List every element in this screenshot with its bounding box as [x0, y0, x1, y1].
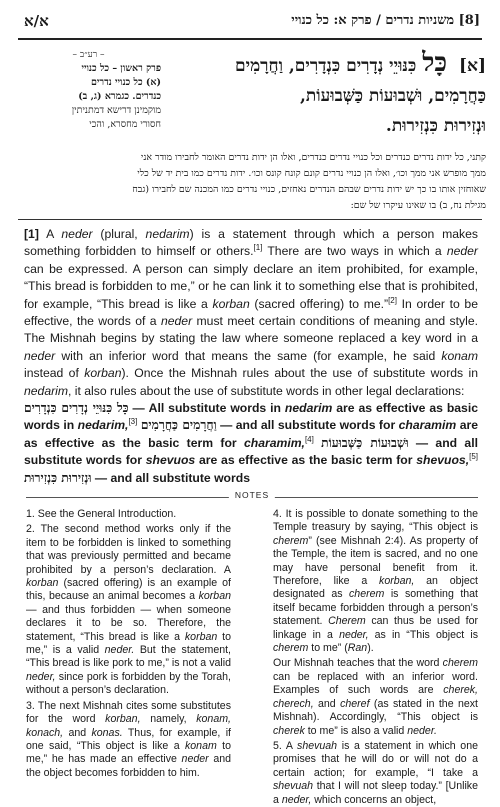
footnote-ref[interactable]: [4]: [304, 434, 314, 444]
term: neder.: [104, 644, 135, 657]
note-3: [26, 700, 231, 780]
running-title: [8] משניות נדרים / פרק א: כל כנויי: [291, 13, 480, 28]
footnote-ref[interactable]: [2]: [388, 295, 397, 305]
text: There are two ways in which a: [262, 244, 447, 259]
text: can be replaced with an inferior word. Examples of such words are: [273, 670, 478, 697]
term: nedarim: [284, 401, 333, 416]
text: can be expressed. A person can simply declare an item prohibited, for example, “This bread is forbidden to me,” or he can link it to something else that is prohibited, for example, “This bread is like a: [24, 261, 478, 311]
term: neder: [61, 227, 93, 241]
text: (sacred offering) is an example of this, because an animal becomes a: [26, 577, 231, 603]
notes-section: [26, 508, 478, 806]
text: (plural,: [92, 227, 146, 241]
text: an object designated as: [273, 575, 478, 601]
note-1: 1. See the General Introduction.: [26, 508, 177, 520]
notes-column-left: [26, 508, 231, 796]
text: namely,: [140, 713, 197, 726]
text: can thus be used for linkage in a: [273, 615, 478, 641]
hebrew-phrase: כָּל כִּנּוּיֵי נְדָרִים כִּנְדָרִים: [24, 401, 129, 416]
note-2: [26, 523, 231, 697]
notes-column-right: [273, 508, 478, 806]
term: korban: [198, 590, 231, 603]
term: shevuah: [273, 780, 314, 793]
side-line-4: מוקמינן דרישא דמתניתין: [71, 105, 161, 116]
text: ” (see Mishnah 2:4). As property of the Temple, the item is sacred, and no one may have personal benefit from it. Therefore, like a: [273, 534, 478, 588]
text: Thus, for example, if one said, “This object is like a: [26, 726, 231, 752]
term: neder,: [281, 793, 312, 806]
mishnah-line-3: וּנְזִירוּת כִּנְזִירוּת.: [385, 116, 486, 136]
text: In order to be effective, the words of a: [24, 296, 478, 329]
note-4: [273, 508, 478, 655]
section-rule: [18, 219, 482, 220]
side-commentary-title: – רע״ב –: [72, 50, 105, 60]
footnote-ref[interactable]: [1]: [253, 243, 263, 253]
text: that I will not sleep today.” [Unlike a: [273, 780, 478, 806]
text: and the object becomes forbidden to him.: [26, 753, 231, 779]
term: nedarim: [24, 383, 69, 398]
term: Cherem: [328, 615, 366, 628]
term: cherem: [273, 534, 309, 547]
term: korban: [84, 366, 122, 381]
text: 2. The second method works only if the item to be forbidden is linked to something that was previously permitted and became prohibited by a person’s declaration. A: [26, 523, 231, 576]
term: neder: [160, 314, 193, 329]
text: — and all substitute words for: [216, 418, 399, 433]
folio-number: א/א: [24, 12, 49, 30]
text: A: [38, 227, 62, 241]
mishnah-line-1: [161, 48, 486, 81]
hebrew-phrase: וּשְׁבוּעוֹת כַּשְּׁבוּעוֹת: [321, 435, 409, 450]
term: korban,: [379, 575, 415, 588]
term: korban: [212, 296, 250, 311]
text: — All substitute words in: [128, 401, 285, 416]
commentary-line-4: מגילת נח, ב) בו שאינו עיקרו של שם:: [350, 200, 486, 211]
term: neder: [446, 244, 478, 259]
text: , it also rules about the use of substitute words in other legal declarations:: [68, 383, 465, 398]
text: since pork is forbidden by the Torah, without a person’s declaration.: [26, 670, 231, 697]
notes-label: NOTES: [229, 490, 275, 500]
term: Ran: [347, 642, 368, 655]
side-heading: פרק ראשון – כל כנויי: [81, 63, 161, 74]
text: to me” is also a valid: [304, 724, 408, 737]
term: konam, konach,: [26, 713, 231, 739]
hebrew-phrase: וּנְזִירוּת כִּנְזִירוּת: [24, 470, 92, 485]
term: konam: [184, 739, 217, 752]
text: with an inferior word that means the same (for example, he said: [55, 348, 442, 363]
term: nedarim: [145, 227, 190, 241]
text: is a statement in which one promises that he will do or will not do a certain action; for example, “I take a: [273, 739, 478, 779]
term: nedarim,: [77, 418, 129, 433]
text: (sacred offering) to me.”: [249, 296, 389, 311]
text: instead of: [24, 366, 85, 381]
term: cherem: [442, 657, 478, 670]
term: neder,: [26, 670, 56, 683]
side-commentary: [16, 48, 161, 152]
term: charamim: [398, 418, 457, 433]
text: and: [313, 697, 341, 710]
text: ).: [367, 642, 374, 655]
mishnah-line-2: כַּחֲרָמִים, וּשְׁבוּעוֹת כַּשְּׁבוּעוֹת,: [299, 86, 486, 106]
side-line-5: חסורי מחסרא, והכי: [89, 119, 161, 130]
text: which concerns an object,: [311, 793, 437, 806]
text: — and thus forbidden — when someone declares it to be so. Therefore, the statement, “This bread is like a: [26, 603, 231, 643]
hebrew-phrase: וַחֲרָמִים כַּחֲרָמִים: [140, 418, 217, 433]
text: and: [63, 726, 92, 739]
running-header: [18, 12, 482, 34]
term: cheref: [340, 697, 370, 710]
side-line-3: כנדרים. כגמרא (ג, ב): [78, 91, 161, 102]
term: konam: [441, 348, 478, 363]
text: 3. The next Mishnah cites some substitutes for the word: [26, 699, 231, 726]
footnote-ref[interactable]: [3]: [128, 417, 138, 427]
text: are as effective as the basic term for: [195, 453, 417, 468]
term: cherek, cherech,: [273, 684, 478, 710]
text: to me” (: [308, 642, 348, 655]
text: — and all substitute words for: [24, 435, 478, 468]
term: neder: [24, 348, 56, 363]
note-5: [273, 740, 478, 807]
text: are as effective as the basic term for: [24, 418, 478, 450]
text: ) is a statement through which a person makes something forbidden to himself or others.: [24, 227, 478, 259]
term: cherek: [273, 724, 305, 737]
text: is something that itself became forbidden through a person’s statement.: [273, 588, 478, 628]
text: to me,” he has made an effective: [26, 739, 231, 766]
text: Our Mishnah teaches that the word: [273, 657, 443, 670]
term: shevuos: [145, 453, 196, 468]
term: korban: [184, 630, 218, 643]
term: shevuah: [297, 739, 338, 752]
term: charamim,: [243, 435, 305, 450]
commentary-line-2: ממך מופרש אני ממך וכו׳, ואלו הן כנויי נדרים קונם קונח קונס וכו׳. ידות נדרים כמו בית יד של כלי: [137, 168, 486, 179]
term: cherem: [349, 588, 385, 601]
text: must meet certain conditions of meaning and style. The Mishnah begins by stating the law where someone replaced a key word in a: [24, 314, 478, 346]
text: are as effective as basic words in: [24, 401, 478, 433]
mishnah-first-word: כָּל: [422, 48, 448, 78]
term: cherem: [273, 642, 309, 655]
footnote-ref[interactable]: [5]: [469, 452, 478, 462]
term: shevuos,: [416, 453, 470, 468]
term: neder: [181, 753, 209, 766]
text: to me,” is a valid: [26, 630, 232, 657]
note-4-continued: [273, 657, 478, 737]
header-rule: [18, 38, 482, 40]
text: 5. A: [273, 739, 298, 752]
text: 4. It is possible to donate something to the Temple treasury by saying, “This object is: [273, 508, 478, 534]
text: as in “This object is: [368, 628, 478, 641]
text: ). Once the Mishnah rules about the use of substitute words in: [121, 366, 478, 381]
commentary-line-3: שאוחזין אותו בו כך יש ידות נדרים שבהם הנדרים נאחזים, כנויי נדרים כמו המכנה שם לחבירו (גבח: [132, 184, 486, 195]
commentary-line-1: קתני, כל ידות נדרים כנדרים וכל כנויי נדרים כנדרים, ואלו הן ידות נדרים האומר לחבירו מודר אני: [140, 152, 486, 163]
term: korban: [26, 577, 59, 590]
text: But the statement, “This bread is like pork to me,” is not a valid: [26, 644, 231, 670]
english-translation: [24, 226, 478, 488]
term: korban,: [105, 713, 141, 726]
text: — and all substitute words: [91, 470, 250, 485]
mishnah-marker: [א]: [458, 56, 486, 76]
mishnah-text: [161, 48, 486, 146]
term: konas.: [91, 726, 123, 739]
side-commentary-text: [16, 62, 161, 132]
term: neder.: [407, 724, 437, 737]
side-line-2: (א) כל כנויי נדרים: [91, 77, 161, 88]
text: (as stated in the next Mishnah). Accordingly, “This object is: [273, 697, 478, 724]
mishnah-line-1-rest: כִּנּוּיֵי נְדָרִים כִּנְדָרִים, וַחֲרָמִים: [235, 56, 417, 76]
term: neder,: [339, 628, 369, 641]
hebrew-commentary: [16, 150, 486, 216]
notes-divider: [26, 490, 478, 504]
paragraph-number: [1]: [24, 227, 39, 241]
